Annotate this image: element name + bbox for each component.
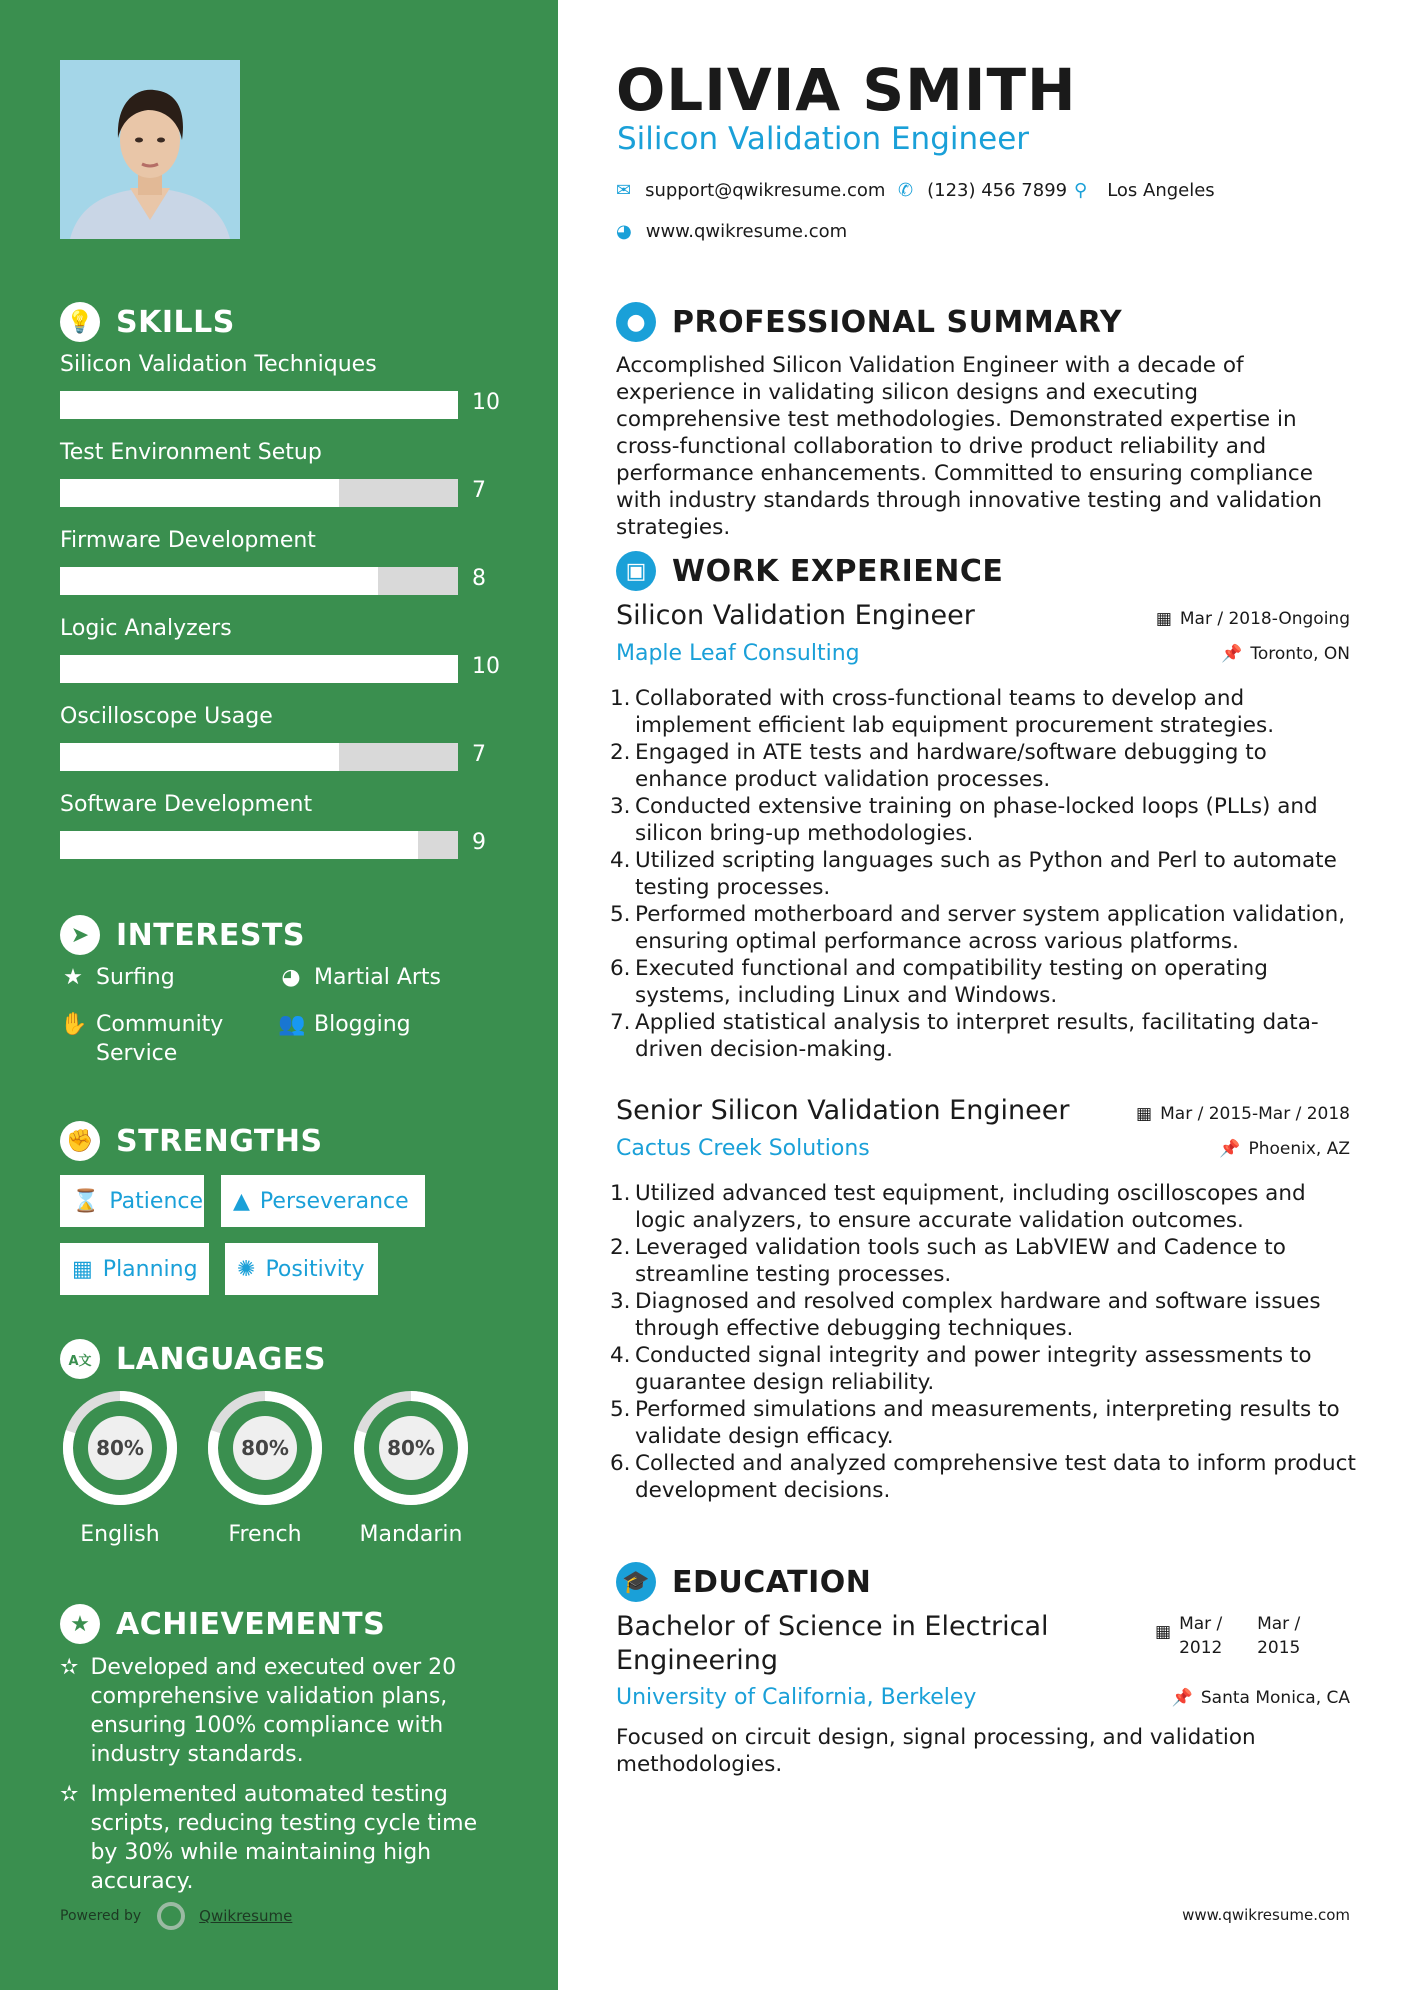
qwikresume-logo-icon <box>157 1902 185 1930</box>
job-bullet <box>610 793 1360 847</box>
skill-value: 10 <box>472 390 500 415</box>
calendar-icon: ▦ <box>1155 609 1172 629</box>
education-location: 📌 Santa Monica, CA <box>1171 1688 1350 1708</box>
job-bullets <box>610 1180 1360 1504</box>
language-label: French <box>228 1522 302 1547</box>
bullet-text: Performed motherboard and server system application validation, ensuring optimal performance across various platforms. <box>635 902 1346 954</box>
language-donut <box>60 1388 180 1508</box>
bullet-text: Performed simulations and measurements, interpreting results to validate design efficacy. <box>635 1397 1340 1449</box>
bullet-number: 4. <box>610 1343 631 1368</box>
achievement-item: ✫ Developed and executed over 20 comprehensive validation plans, ensuring 100% compliance with industry standards. <box>60 1655 457 1767</box>
bullet-number: 6. <box>610 1451 631 1476</box>
strength-chip-perseverance: ▲ Perseverance <box>221 1175 425 1227</box>
interest-item-martial-arts: ◕ Martial Arts <box>278 963 441 992</box>
bullet-text: Collaborated with cross-functional teams to develop and implement efficient lab equipment procurement strategies. <box>635 686 1275 738</box>
summary-heading: ● PROFESSIONAL SUMMARY <box>616 302 1122 342</box>
job-bullet <box>610 1288 1360 1342</box>
job-bullet <box>610 1342 1360 1396</box>
qwikresume-link[interactable]: Qwikresume <box>199 1907 293 1925</box>
bullet-number: 1. <box>610 686 631 711</box>
bullet-number: 3. <box>610 1289 631 1314</box>
skill-label: Test Environment Setup <box>60 440 322 465</box>
degree-title: Bachelor of Science in Electrical Engineering <box>616 1611 1049 1676</box>
language-percent: 80% <box>387 1436 435 1460</box>
job-bullet <box>610 955 1360 1009</box>
job-bullet <box>610 901 1360 955</box>
education-dates: ▦ Mar / 2012 Mar / 2015 <box>1155 1614 1301 1658</box>
users-icon: 👥 <box>278 1012 306 1037</box>
bullet-text: Utilized advanced test equipment, including oscilloscopes and logic analyzers, to ensure accurate validation outcomes. <box>635 1181 1306 1233</box>
job-bullet <box>610 1009 1360 1063</box>
language-donut <box>351 1388 471 1508</box>
interests-heading: ➤ INTERESTS <box>60 915 305 955</box>
hand-icon: ✋ <box>60 1012 88 1037</box>
education-heading: 🎓 EDUCATION <box>616 1562 871 1602</box>
map-pin-icon: ⚲ <box>1074 180 1088 201</box>
graduation-cap-icon: 🎓 <box>616 1562 656 1602</box>
job-bullet <box>610 1180 1360 1234</box>
bullet-text: Applied statistical analysis to interpret results, facilitating data-driven decision-making. <box>635 1010 1319 1062</box>
briefcase-icon: ▣ <box>616 551 656 591</box>
bullet-number: 2. <box>610 740 631 765</box>
languages-heading: A文 LANGUAGES <box>60 1339 326 1379</box>
bullet-text: Leveraged validation tools such as LabVIEW and Cadence to streamline testing processes. <box>635 1235 1286 1287</box>
bullet-number: 5. <box>610 902 631 927</box>
contact-location: ⚲ Los Angeles <box>1074 180 1215 201</box>
lightbulb-icon: 💡 <box>60 302 100 342</box>
job-company: Cactus Creek Solutions <box>616 1136 870 1161</box>
candidate-role: Silicon Validation Engineer <box>617 121 1030 157</box>
bullet-text: Diagnosed and resolved complex hardware and software issues through effective debugging techniques. <box>635 1289 1321 1341</box>
bullet-text: Engaged in ATE tests and hardware/software debugging to enhance product validation processes. <box>635 740 1267 792</box>
skill-bar-fill <box>60 743 339 771</box>
skill-bar-fill <box>60 391 458 419</box>
strength-chip-planning: ▦ Planning <box>60 1243 209 1295</box>
interest-item-community-service: ✋ Community Service <box>60 1012 224 1066</box>
strengths-heading: ✊ STRENGTHS <box>60 1121 323 1161</box>
job-dates: ▦ Mar / 2018-Ongoing <box>1155 609 1350 629</box>
candidate-name: OLIVIA SMITH <box>616 56 1077 124</box>
job-bullet <box>610 1396 1360 1450</box>
star-burst-icon: ✫ <box>60 1655 79 1680</box>
sun-icon: ✺ <box>237 1256 256 1282</box>
education-description: Focused on circuit design, signal processing, and validation methodologies. <box>616 1725 1256 1777</box>
bullet-text: Utilized scripting languages such as Python and Perl to automate testing processes. <box>635 848 1337 900</box>
bullet-text: Conducted signal integrity and power integrity assessments to guarantee design reliability. <box>635 1343 1312 1395</box>
job-bullet <box>610 847 1360 901</box>
bullet-text: Collected and analyzed comprehensive test data to inform product development decisions. <box>635 1451 1356 1503</box>
contact-email: ✉ support@qwikresume.com <box>616 180 886 201</box>
road-icon: ▲ <box>233 1188 250 1214</box>
job-bullet <box>610 685 1360 739</box>
skill-value: 10 <box>472 654 500 679</box>
calendar-icon: ▦ <box>72 1256 93 1282</box>
strength-chip-positivity: ✺ Positivity <box>225 1243 378 1295</box>
skill-label: Firmware Development <box>60 528 316 553</box>
phone-icon: ✆ <box>898 180 914 201</box>
skill-value: 7 <box>472 742 486 767</box>
paper-plane-icon: ➤ <box>60 915 100 955</box>
language-label: Mandarin <box>359 1522 463 1547</box>
skill-bar-fill <box>60 655 458 683</box>
interest-item-surfing: ★ Surfing <box>60 963 175 992</box>
job-title: Silicon Validation Engineer <box>616 600 975 631</box>
language-percent: 80% <box>96 1436 144 1460</box>
calendar-icon: ▦ <box>1155 1622 1172 1642</box>
skill-bar <box>60 655 458 683</box>
bullet-number: 6. <box>610 956 631 981</box>
job-title: Senior Silicon Validation Engineer <box>616 1095 1070 1126</box>
job-dates: ▦ Mar / 2015-Mar / 2018 <box>1136 1104 1350 1124</box>
job-bullets <box>610 685 1360 1063</box>
bullet-number: 5. <box>610 1397 631 1422</box>
skill-label: Silicon Validation Techniques <box>60 352 377 377</box>
hourglass-icon: ⌛ <box>72 1188 100 1214</box>
language-label: English <box>80 1522 160 1547</box>
hand-fist-icon: ✊ <box>60 1121 100 1161</box>
bullet-number: 2. <box>610 1235 631 1260</box>
language-percent: 80% <box>241 1436 289 1460</box>
bullet-number: 4. <box>610 848 631 873</box>
star-burst-icon: ✫ <box>60 1782 79 1807</box>
language-donut <box>205 1388 325 1508</box>
skill-bar <box>60 391 458 419</box>
bullet-text: Executed functional and compatibility testing on operating systems, including Linux and Windows. <box>635 956 1268 1008</box>
pushpin-icon: 📌 <box>1221 644 1243 664</box>
bullet-text: Conducted extensive training on phase-locked loops (PLLs) and silicon bring-up methodologies. <box>635 794 1318 846</box>
achievement-item: ✫ Implemented automated testing scripts, reducing testing cycle time by 30% while maintaining high accuracy. <box>60 1782 478 1894</box>
profile-photo <box>60 60 240 239</box>
job-bullet <box>610 1450 1360 1504</box>
skill-value: 9 <box>472 830 486 855</box>
job-company: Maple Leaf Consulting <box>616 641 860 666</box>
skill-label: Software Development <box>60 792 313 817</box>
calendar-icon: ▦ <box>1136 1104 1153 1124</box>
contact-phone: ✆ (123) 456 7899 <box>898 180 1068 201</box>
footer-url[interactable]: www.qwikresume.com <box>1182 1906 1350 1924</box>
skill-bar <box>60 743 458 771</box>
contact-website: ◕ www.qwikresume.com <box>616 221 848 242</box>
strength-chip-patience: ⌛ Patience <box>60 1175 204 1227</box>
interest-item-blogging: 👥 Blogging <box>278 1012 411 1037</box>
skill-value: 7 <box>472 478 486 503</box>
bullet-number: 7. <box>610 1010 631 1035</box>
envelope-icon: ✉ <box>616 180 632 201</box>
powered-by: Powered by Qwikresume <box>60 1902 292 1930</box>
sidebar <box>0 0 558 1990</box>
skill-bar <box>60 831 458 859</box>
school-name: University of California, Berkeley <box>616 1685 977 1710</box>
job-bullet <box>610 739 1360 793</box>
pushpin-icon: 📌 <box>1171 1688 1193 1708</box>
skill-label: Logic Analyzers <box>60 616 232 641</box>
skill-bar <box>60 479 458 507</box>
experience-heading: ▣ WORK EXPERIENCE <box>616 551 1003 591</box>
skill-value: 8 <box>472 566 486 591</box>
skill-bar-fill <box>60 567 378 595</box>
skills-heading: 💡 SKILLS <box>60 302 235 342</box>
bullet-number: 1. <box>610 1181 631 1206</box>
skill-bar-fill <box>60 479 339 507</box>
skill-bar <box>60 567 458 595</box>
achievements-heading: ★ ACHIEVEMENTS <box>60 1604 385 1644</box>
skill-bar-fill <box>60 831 418 859</box>
job-location: 📌 Toronto, ON <box>1221 644 1350 664</box>
bullet-number: 3. <box>610 794 631 819</box>
job-bullet <box>610 1234 1360 1288</box>
globe-icon: ◕ <box>616 221 632 242</box>
globe-icon: ◕ <box>281 965 301 990</box>
star-icon: ★ <box>63 965 83 990</box>
job-location: 📌 Phoenix, AZ <box>1219 1139 1350 1159</box>
star-badge-icon: ★ <box>60 1604 100 1644</box>
summary-text: Accomplished Silicon Validation Engineer with a decade of experience in validating silicon designs and executing comprehensive test methodologies. Demonstrated expertise in cross-functional collaboration to drive product reliability and performance enhancements. Committed to ensuring compliance with industry standards through innovative testing and validation strategies. <box>616 353 1323 540</box>
skill-label: Oscilloscope Usage <box>60 704 273 729</box>
pushpin-icon: 📌 <box>1219 1139 1241 1159</box>
language-icon: A文 <box>60 1339 100 1379</box>
user-icon: ● <box>616 302 656 342</box>
